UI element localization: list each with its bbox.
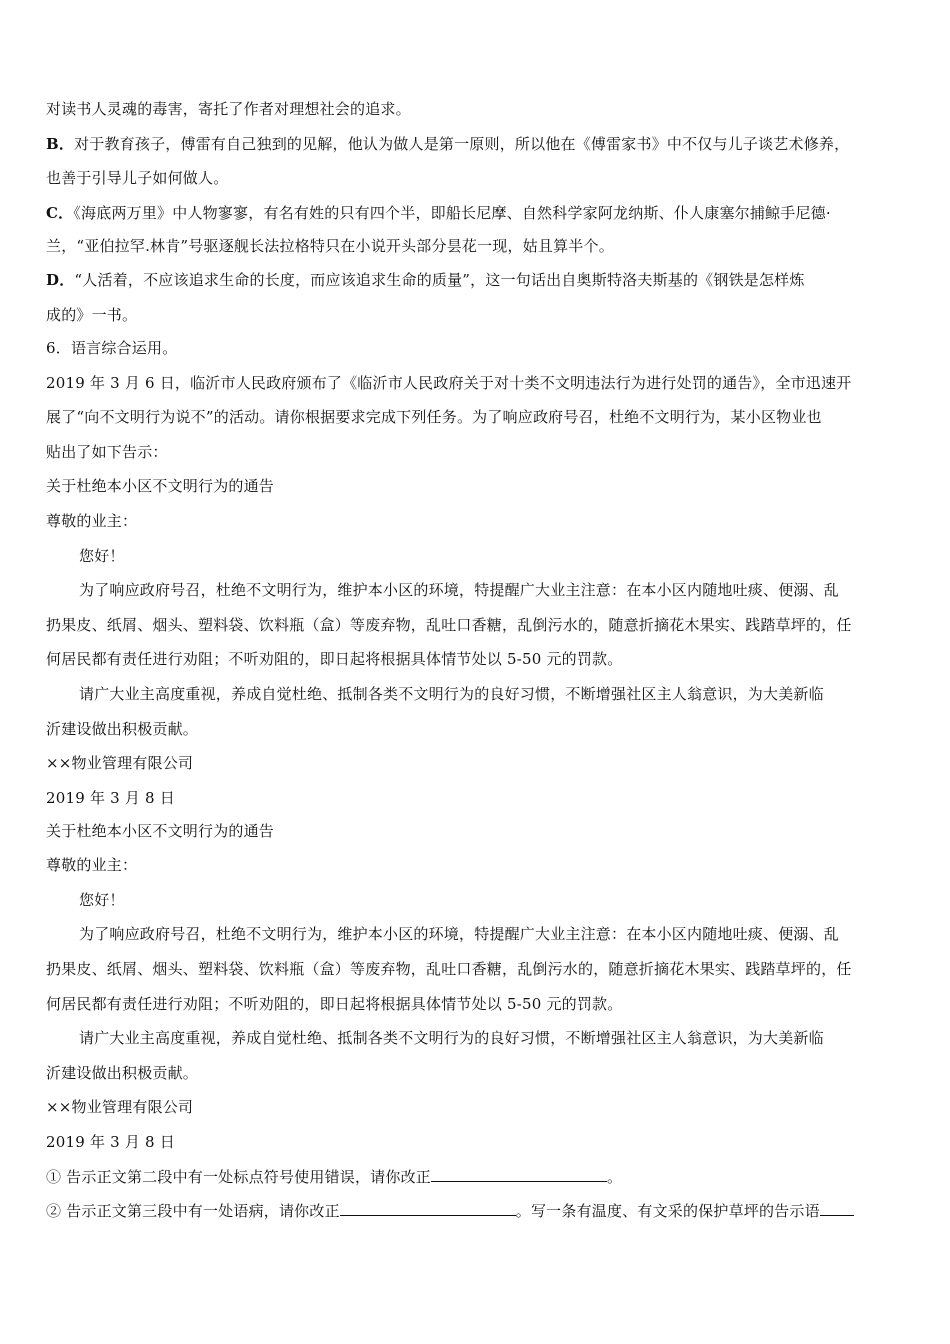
option-d-label: D． [46, 271, 75, 290]
task-1-text: ① 告示正文第二段中有一处标点符号使用错误，请你改正 [46, 1167, 431, 1186]
document-page [46, 96, 912, 1233]
notice-1-para2-line2: 沂建设做出积极贡献。 [46, 719, 199, 738]
notice-1-date: 2019 年 3 月 8 日 [46, 788, 175, 807]
question-6-intro-1: 2019 年 3 月 6 日，临沂市人民政府颁布了《临沂市人民政府关于对十类不文明违法行为进行处罚的通告》，全市迅速开 [46, 373, 852, 392]
task-3-answer-blank[interactable] [820, 1198, 854, 1216]
option-d-line-2: 成的》一书。 [46, 305, 138, 324]
option-c-line-1 [46, 200, 912, 226]
option-d-line-1 [46, 267, 912, 293]
notice-2-para1-line1: 为了响应政府号召，杜绝不文明行为，维护本小区的环境，特提醒广大业主注意：在本小区内随地吐痰、便溺、乱 [79, 925, 840, 944]
notice-2-greeting: 您好！ [79, 890, 125, 909]
question-6-title: 6．语言综合运用。 [46, 338, 178, 357]
option-c-label: C． [46, 203, 74, 222]
notice-2-para2-line2: 沂建设做出积极贡献。 [46, 1063, 199, 1082]
notice-2-para2-line1: 请广大业主高度重视，养成自觉杜绝、抵制各类不文明行为的良好习惯，不断增强社区主人翁意识，为大美新临 [79, 1029, 824, 1048]
task-2-text: ② 告示正文第三段中有一处语病，请你改正 [46, 1202, 340, 1221]
option-b-text-1: 对于教育孩子，傅雷有自己独到的见解，他认为做人是第一原则，所以他在《傅雷家书》中不仅与儿子谈艺术修养， [74, 134, 850, 153]
notice-2-para1-line3: 何居民都有责任进行劝阻；不听劝阻的，即日起将根据具体情节处以 5-50 元的罚款。 [46, 994, 623, 1013]
notice-2-salutation: 尊敬的业主： [46, 856, 138, 875]
option-c-text-1: 《海底两万里》中人物寥寥，有名有姓的只有四个半，即船长尼摩、自然科学家阿龙纳斯、仆人康塞尔捕鲸手尼德· [73, 203, 831, 222]
notice-2-title: 关于杜绝本小区不文明行为的通告 [46, 821, 275, 840]
option-b-label: B． [46, 134, 75, 153]
notice-2-signature: ××物业管理有限公司 [46, 1098, 194, 1117]
option-a-continuation: 对读书人灵魂的毒害，寄托了作者对理想社会的追求。 [46, 100, 411, 118]
question-6-intro-2: 展了“向不文明行为说不”的活动。请你根据要求完成下列任务。为了响应政府号召，杜绝不文明行为，某小区物业也 [46, 408, 822, 427]
notice-1-para1-line3: 何居民都有责任进行劝阻；不听劝阻的，即日起将根据具体情节处以 5-50 元的罚款。 [46, 650, 623, 669]
option-c-line-2: 兰，“亚伯拉罕.林肯”号驱逐舰长法拉格特只在小说开头部分昙花一现，姑且算半个。 [46, 236, 614, 255]
task-1-answer-blank[interactable] [431, 1164, 607, 1182]
task-1-end: 。 [606, 1167, 623, 1186]
notice-1-greeting: 您好！ [79, 546, 125, 565]
option-d-text-1: “人活着，不应该追求生命的长度，而应该追求生命的质量”，这一句话出自奥斯特洛夫斯基的《钢铁是怎样炼 [74, 271, 805, 290]
notice-1-signature: ××物业管理有限公司 [46, 754, 194, 773]
question-6-intro-3: 贴出了如下告示： [46, 442, 168, 461]
notice-1-para2-line1: 请广大业主高度重视，养成自觉杜绝、抵制各类不文明行为的良好习惯，不断增强社区主人翁意识，为大美新临 [79, 684, 824, 703]
notice-1-title: 关于杜绝本小区不文明行为的通告 [46, 477, 275, 496]
notice-1-para1-line2: 扔果皮、纸屑、烟头、塑料袋、饮料瓶（盒）等废弃物，乱吐口香糖，乱倒污水的，随意折摘花木果实、践踏草坪的，任 [46, 615, 852, 634]
option-b-line-1 [46, 131, 912, 157]
option-b-line-2: 也善于引导儿子如何做人。 [46, 169, 229, 188]
task-2 [46, 1198, 912, 1224]
task-2-answer-blank[interactable] [340, 1198, 516, 1216]
task-2-mid: 。写一条有温度、有文采的保护草坪的告示语 [515, 1202, 820, 1221]
notice-2-para1-line2: 扔果皮、纸屑、烟头、塑料袋、饮料瓶（盒）等废弃物，乱吐口香糖，乱倒污水的，随意折摘花木果实、践踏草坪的，任 [46, 960, 852, 979]
task-1 [46, 1164, 912, 1190]
notice-1-salutation: 尊敬的业主： [46, 511, 138, 530]
notice-1-para1-line1: 为了响应政府号召，杜绝不文明行为，维护本小区的环境，特提醒广大业主注意：在本小区内随地吐痰、便溺、乱 [79, 581, 840, 600]
notice-2-date: 2019 年 3 月 8 日 [46, 1133, 175, 1152]
